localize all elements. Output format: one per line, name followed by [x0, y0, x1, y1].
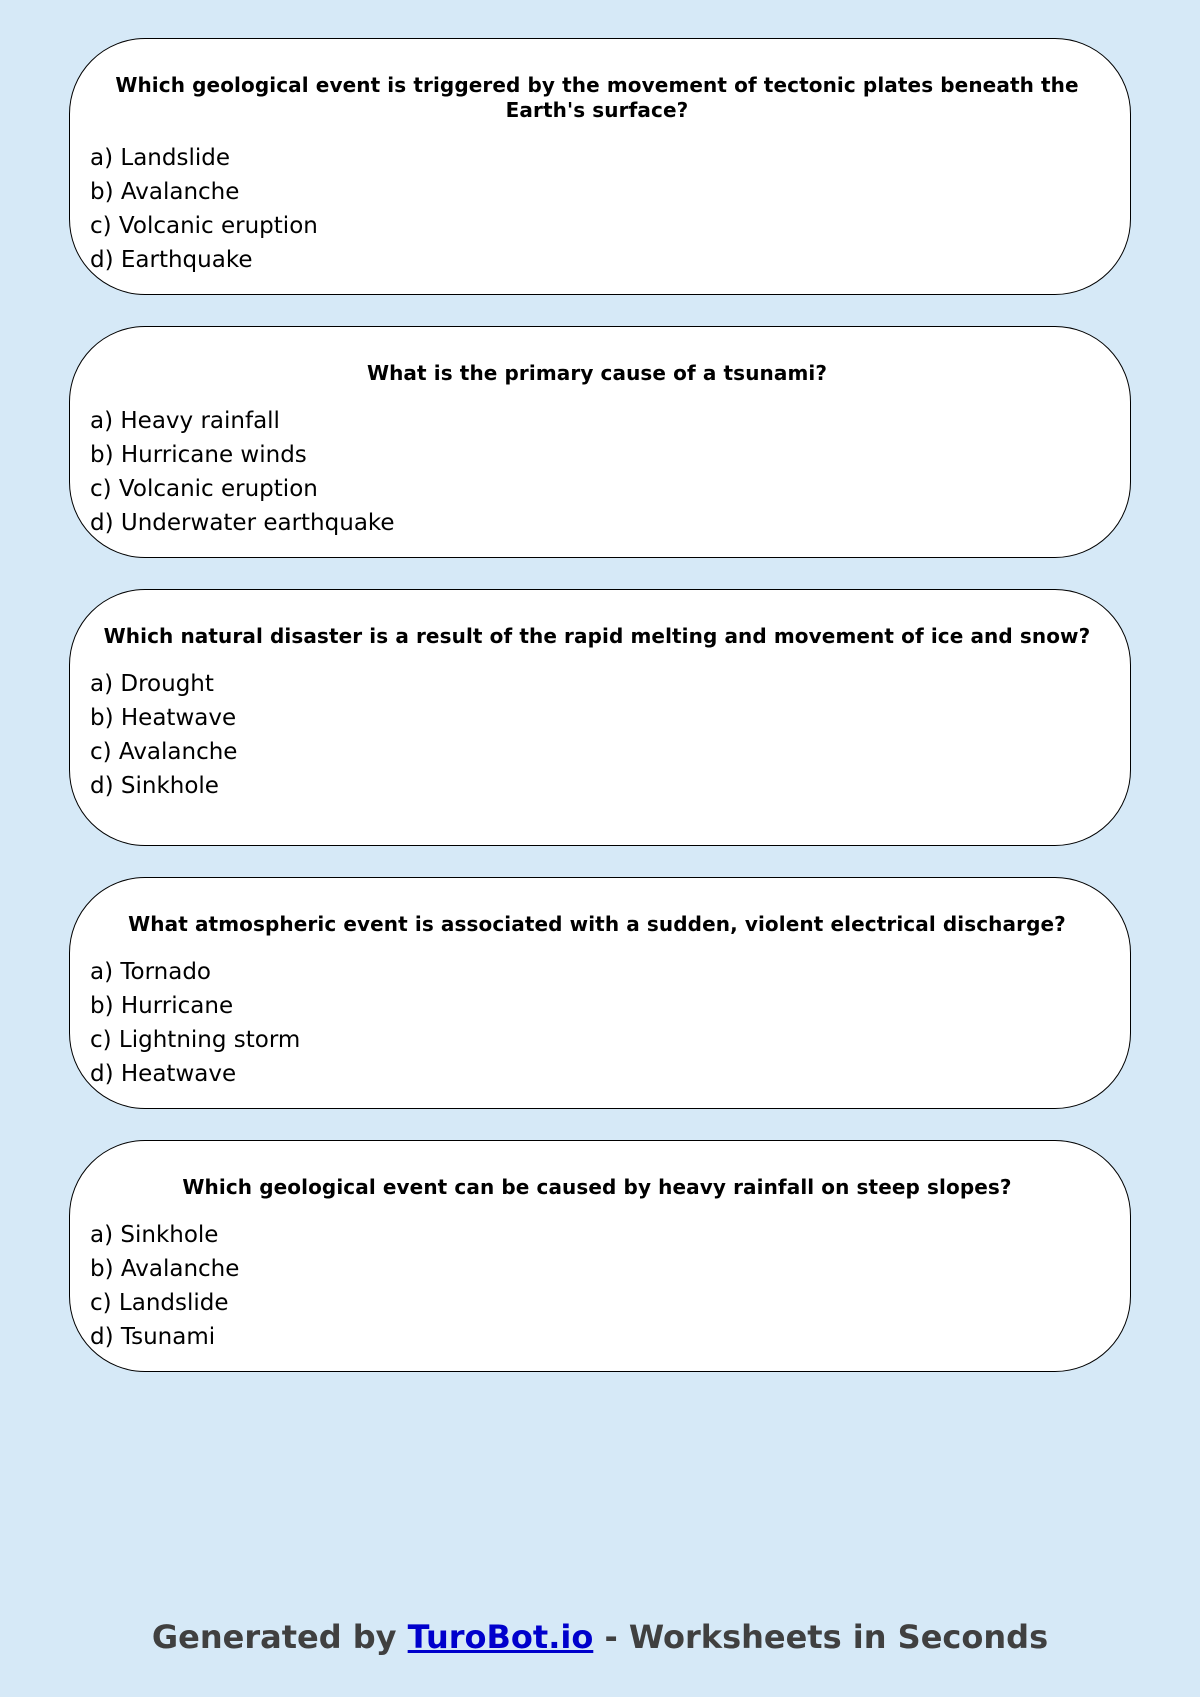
question-text: Which natural disaster is a result of the rapid melting and movement of ice and snow?	[103, 624, 1091, 648]
question-text: What atmospheric event is associated with a sudden, violent electrical discharge?	[128, 912, 1066, 936]
turobot-link[interactable]: TuroBot.io	[407, 1618, 594, 1656]
option-a: a) Heavy rainfall	[90, 408, 280, 434]
question-card-2	[69, 326, 1131, 558]
option-c: c) Volcanic eruption	[90, 476, 318, 502]
option-d: d) Earthquake	[90, 247, 253, 273]
option-d: d) Heatwave	[90, 1061, 237, 1087]
footer-credit	[0, 1617, 1200, 1657]
option-c: c) Landslide	[90, 1290, 229, 1316]
option-d: d) Sinkhole	[90, 773, 219, 799]
option-d: d) Tsunami	[90, 1324, 216, 1350]
option-a: a) Drought	[90, 671, 214, 697]
option-b: b) Hurricane	[90, 993, 234, 1019]
question-card-1	[69, 38, 1131, 295]
question-text: Which geological event is triggered by the movement of tectonic plates beneath the Earth's surface?	[115, 73, 1079, 122]
option-b: b) Hurricane winds	[90, 442, 307, 468]
question-text: Which geological event can be caused by heavy rainfall on steep slopes?	[182, 1175, 1012, 1199]
option-b: b) Avalanche	[90, 179, 240, 205]
question-card-4	[69, 877, 1131, 1109]
option-b: b) Heatwave	[90, 705, 237, 731]
question-card-3	[69, 589, 1131, 846]
option-c: c) Avalanche	[90, 739, 238, 765]
option-a: a) Landslide	[90, 145, 230, 171]
option-a: a) Sinkhole	[90, 1222, 219, 1248]
footer-suffix: - Worksheets in Seconds	[593, 1618, 1049, 1656]
option-c: c) Volcanic eruption	[90, 213, 318, 239]
question-text: What is the primary cause of a tsunami?	[366, 361, 828, 385]
question-card-5	[69, 1140, 1131, 1372]
option-b: b) Avalanche	[90, 1256, 240, 1282]
option-c: c) Lightning storm	[90, 1027, 301, 1053]
option-d: d) Underwater earthquake	[90, 510, 395, 536]
option-a: a) Tornado	[90, 959, 211, 985]
footer-prefix: Generated by	[151, 1618, 408, 1656]
